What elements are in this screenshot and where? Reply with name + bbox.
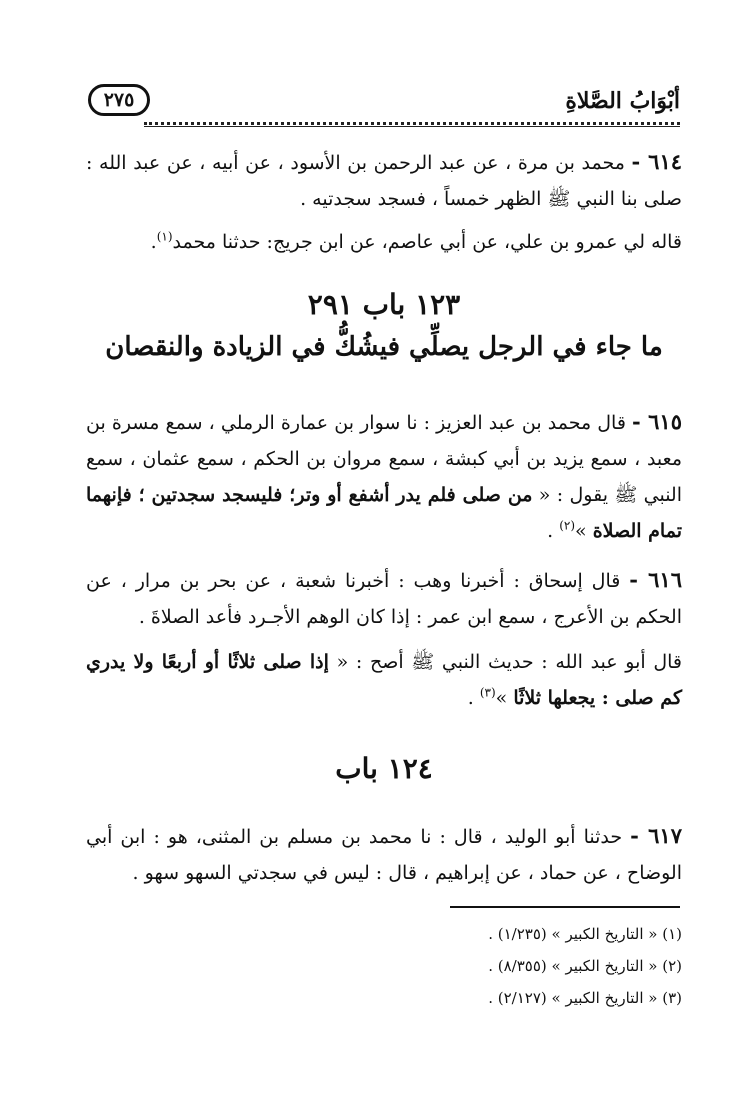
hadith-text: قال محمد بن عبد العزيز : نا سوار بن عمارة الرملي ، سمع مسرة بن معبد ، سمع يزيد بن أبي كبشة ، سمع مروان بن الحكم ، سمع عثمان ، سمع النبي ﷺ يقول : « <box>86 412 682 506</box>
chapter-title-123: ما جاء في الرجل يصلِّي فيشُكُّ في الزيادة والنقصان <box>105 332 663 362</box>
para-end: . <box>467 687 480 709</box>
chapter-heading-124: ١٢٤ باب <box>335 752 433 785</box>
hadith-matn: إذا صلى ثلاثًا أو أربعًا ولا يدري كم صلى : يجعلها ثلاثًا <box>86 651 682 709</box>
hadith-614 <box>86 144 682 217</box>
hadith-text: قال إسحاق : أخبرنا وهب : أخبرنا شعبة ، عن بحر بن مرار ، عن الحكم بن الأعرج ، سمع ابن عمر : إذا كان الوهم الأجـرد فأعد الصلاةَ . <box>86 570 682 628</box>
hadith-616-comment <box>86 644 682 716</box>
hadith-number: ٦١٧ - <box>630 823 682 848</box>
chain-text: قاله لي عمرو بن علي، عن أبي عاصم، عن ابن جريج: حدثنا محمد <box>172 231 682 253</box>
hadith-617 <box>86 818 682 891</box>
hadith-616 <box>86 562 682 635</box>
chain-end: . <box>150 231 157 253</box>
footnote-ref: (٢) <box>559 518 576 533</box>
para-end: . <box>547 520 560 542</box>
quote-close: » <box>575 520 593 542</box>
footnote-3: (٣) « التاريخ الكبير » (٢/١٢٧) . <box>488 989 682 1007</box>
comment-text: قال أبو عبد الله : حديث النبي ﷺ أصح : « <box>328 651 683 673</box>
hadith-614-chain <box>86 224 682 260</box>
page-number-badge: ٢٧٥ <box>88 84 150 116</box>
running-title: أبْوَابُ الصَّلاةِ <box>565 88 680 114</box>
footnote-1: (١) « التاريخ الكبير » (١/٢٣٥) . <box>488 925 682 943</box>
hadith-text: حدثنا أبو الوليد ، قال : نا محمد بن مسلم بن المثنى، هو : ابن أبي الوضاح ، عن حماد ، عن إبراهيم ، قال : ليس في سجدتي السهو سهو . <box>86 826 682 884</box>
hadith-text: محمد بن مرة ، عن عبد الرحمن بن الأسود ، عن أبيه ، عن عبد الله : صلى بنا النبي ﷺ الظهر خمساً ، فسجد سجدتيه . <box>86 152 682 210</box>
footnote-ref: (١) <box>156 229 173 244</box>
chapter-heading-123: ١٢٣ باب ٢٩١ <box>307 288 461 321</box>
page-header <box>88 80 680 126</box>
hadith-number: ٦١٤ - <box>631 149 683 174</box>
header-dotted-rule <box>144 122 680 125</box>
header-rule <box>144 126 680 127</box>
footnote-2: (٢) « التاريخ الكبير » (٨/٣٥٥) . <box>488 957 682 975</box>
quote-close: » <box>495 687 514 709</box>
hadith-number: ٦١٥ - <box>632 409 682 434</box>
hadith-615 <box>86 404 682 549</box>
footnote-separator <box>450 906 680 908</box>
hadith-number: ٦١٦ - <box>629 567 682 592</box>
hadith-matn: من صلى فلم يدر أشفع أو وتر؛ فليسجد سجدتين ؛ فإنهما تمام الصلاة <box>86 484 682 542</box>
footnote-ref: (٣) <box>479 685 496 700</box>
